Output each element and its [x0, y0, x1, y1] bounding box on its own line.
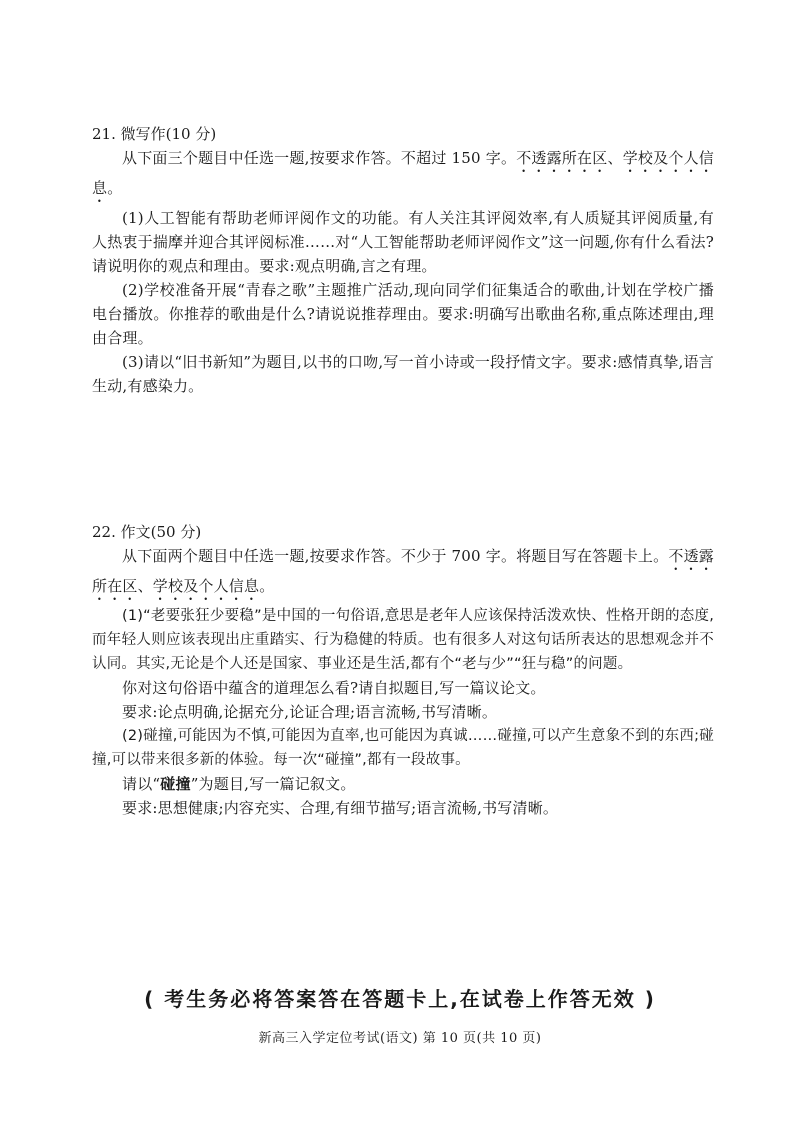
question-22-option-1-text: (1)“老要张狂少要稳”是中国的一句俗语,意思是老年人应该保持活泼欢快、性格开朗的态度,而年轻人则应该表现出庄重踏实、行为稳健的特质。也有很多人对这句话所表达的思想观念并不认同。其实,无论是个人还是国家、事业还是生活,都有个“老与少”“狂与稳”的问题。: [92, 608, 714, 672]
emphasized-privacy-note: 不透露所在区、学校及个人信息: [92, 149, 714, 197]
question-22-option-2-task: [92, 772, 714, 796]
question-22-option-2-requirements: 要求:思想健康;内容充实、合理,有细节描写;语言流畅,书写清晰。: [122, 799, 559, 817]
instruction-end: 。: [107, 179, 123, 197]
essay-title-keyword: 碰撞: [160, 775, 191, 793]
question-22-instructions: [92, 544, 714, 604]
emphasized-privacy-note: 不透露所在区、学校及个人信息: [92, 547, 714, 595]
question-21-instructions: [92, 146, 714, 206]
question-22-option-1-requirements: 要求:论点明确,论据充分,论证合理;语言流畅,书写清晰。: [122, 703, 498, 721]
question-22-option-2-text: (2)碰撞,可能因为不慎,可能因为直率,也可能因为真诚……碰撞,可以产生意象不到的东西;碰撞,可以带来很多新的体验。每一次“碰撞”,都有一段故事。: [92, 728, 714, 768]
question-21-heading: 21. 微写作(10 分): [92, 125, 217, 143]
instruction-end: 。: [259, 577, 275, 595]
answer-card-notice: ( 考生务必将答案答在答题卡上,在试卷上作答无效 ): [144, 987, 656, 1011]
question-21-option-2: (2)学校准备开展“青春之歌”主题推广活动,现向同学们征集适合的歌曲,计划在学校广播电台播放。你推荐的歌曲是什么?请说说推荐理由。要求:明确写出歌曲名称,重点陈述理由,理由合理。: [92, 281, 714, 347]
question-21-option-3: (3)请以“旧书新知”为题目,以书的口吻,写一首小诗或一段抒情文字。要求:感情真挚,语言生动,有感染力。: [92, 353, 714, 395]
task-text-end: ”为题目,写一篇记叙文。: [190, 775, 356, 793]
task-text: 请以“: [122, 775, 161, 793]
question-22: [92, 520, 714, 820]
question-22-option-1-task: 你对这句俗语中蕴含的道理怎么看?请自拟题目,写一篇议论文。: [122, 679, 546, 697]
question-21-option-1: (1)人工智能有帮助老师评阅作文的功能。有人关注其评阅效率,有人质疑其评阅质量,有人热衷于揣摩并迎合其评阅标准……对“人工智能帮助老师评阅作文”这一问题,你有什么看法?请说明你的观点和理由。要求:观点明确,言之有理。: [92, 209, 714, 275]
instruction-text: 从下面两个题目中任选一题,按要求作答。不少于 700 字。将题目写在答题卡上。: [122, 547, 669, 565]
page-footer: 新高三入学定位考试(语文) 第 10 页(共 10 页): [258, 1031, 542, 1046]
instruction-text: 从下面三个题目中任选一题,按要求作答。不超过 150 字。: [122, 149, 517, 167]
question-22-heading: 22. 作文(50 分): [92, 523, 202, 541]
question-21: [92, 122, 714, 398]
